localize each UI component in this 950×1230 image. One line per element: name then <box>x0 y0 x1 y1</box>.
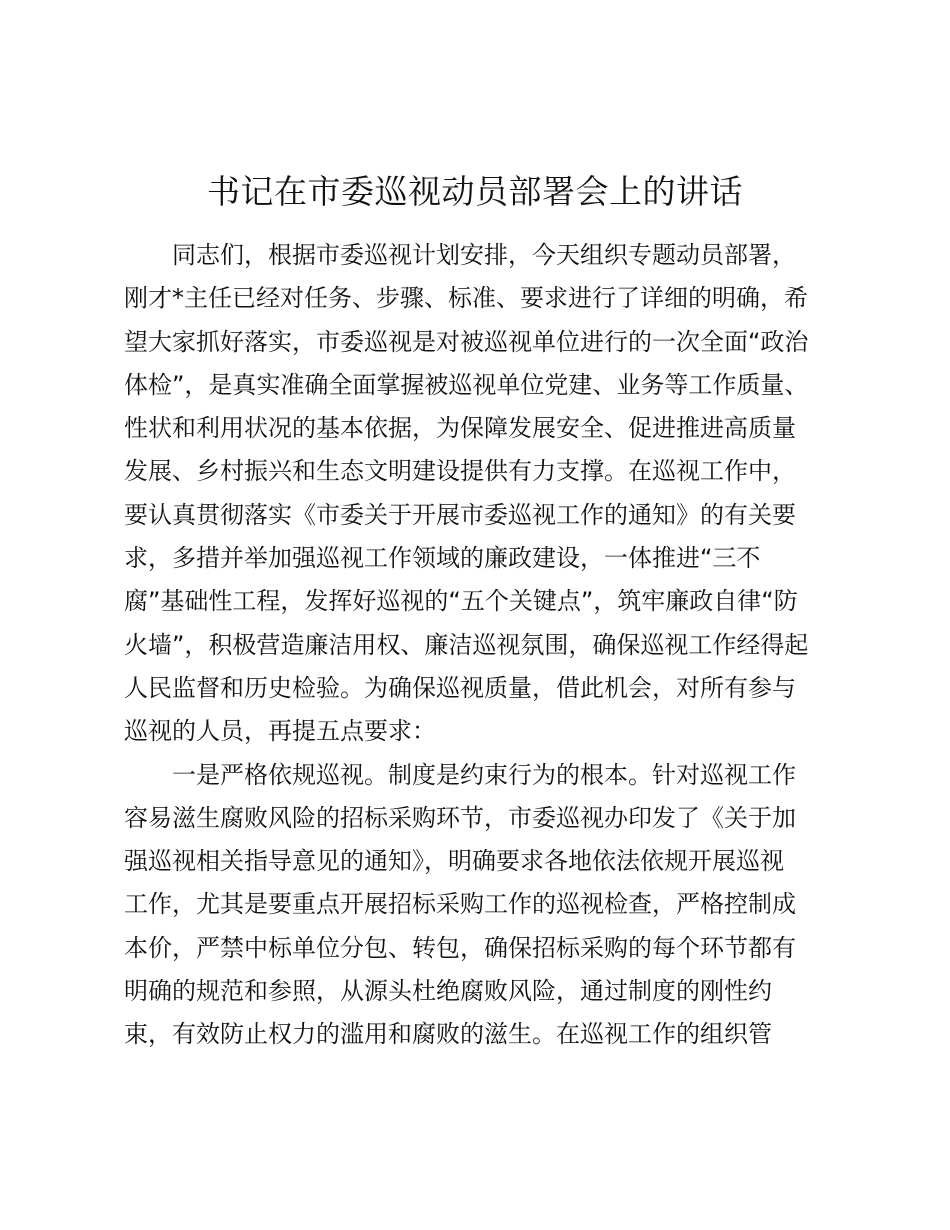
text-line: 人民监督和历史检验。为确保巡视质量，借此机会，对所有参与 <box>124 673 796 702</box>
text-line: 明确的规范和参照，从源头杜绝腐败风险，通过制度的刚性约 <box>124 977 772 1006</box>
text-line: 腐”基础性工程，发挥好巡视的“五个关键点”，筑牢廉政自律“防 <box>124 587 798 616</box>
text-line: 容易滋生腐败风险的招标采购环节，市委巡视办印发了《关于加 <box>124 803 796 832</box>
text-line: 刚才*主任已经对任务、步骤、标准、要求进行了详细的明确，希 <box>124 284 808 313</box>
text-line: 要认真贯彻落实《市委关于开展市委巡视工作的通知》的有关要 <box>124 500 796 529</box>
text-line: 巡视的人员，再提五点要求： <box>124 717 436 746</box>
document-body <box>124 234 844 1057</box>
text-line: 望大家抓好落实，市委巡视是对被巡视单位进行的一次全面“政治 <box>124 327 809 356</box>
text-line: 一是严格依规巡视。制度是约束行为的根本。针对巡视工作 <box>172 760 796 789</box>
text-line: 强巡视相关指导意见的通知》，明确要求各地依法依规开展巡视 <box>124 847 784 876</box>
text-line: 本价，严禁中标单位分包、转包，确保招标采购的每个环节都有 <box>124 933 796 962</box>
paragraph-2 <box>124 754 844 1057</box>
text-line: 发展、乡村振兴和生态文明建设提供有力支撑。在巡视工作中， <box>124 457 796 486</box>
text-line: 束，有效防止权力的滥用和腐败的滋生。在巡视工作的组织管 <box>124 1020 772 1049</box>
document-title: 书记在市委巡视动员部署会上的讲话 <box>207 172 743 211</box>
text-line: 火墙”，积极营造廉洁用权、廉洁巡视氛围，确保巡视工作经得起 <box>124 630 809 659</box>
paragraph-1 <box>124 234 844 754</box>
text-line: 同志们，根据市委巡视计划安排，今天组织专题动员部署， <box>172 241 796 269</box>
text-line: 体检”，是真实准确全面掌握被巡视单位党建、业务等工作质量、 <box>124 370 809 399</box>
text-line: 工作，尤其是要重点开展招标采购工作的巡视检查，严格控制成 <box>124 890 796 919</box>
text-line: 性状和利用状况的基本依据，为保障发展安全、促进推进高质量 <box>124 414 796 443</box>
text-line: 求，多措并举加强巡视工作领域的廉政建设，一体推进“三不 <box>124 544 761 573</box>
